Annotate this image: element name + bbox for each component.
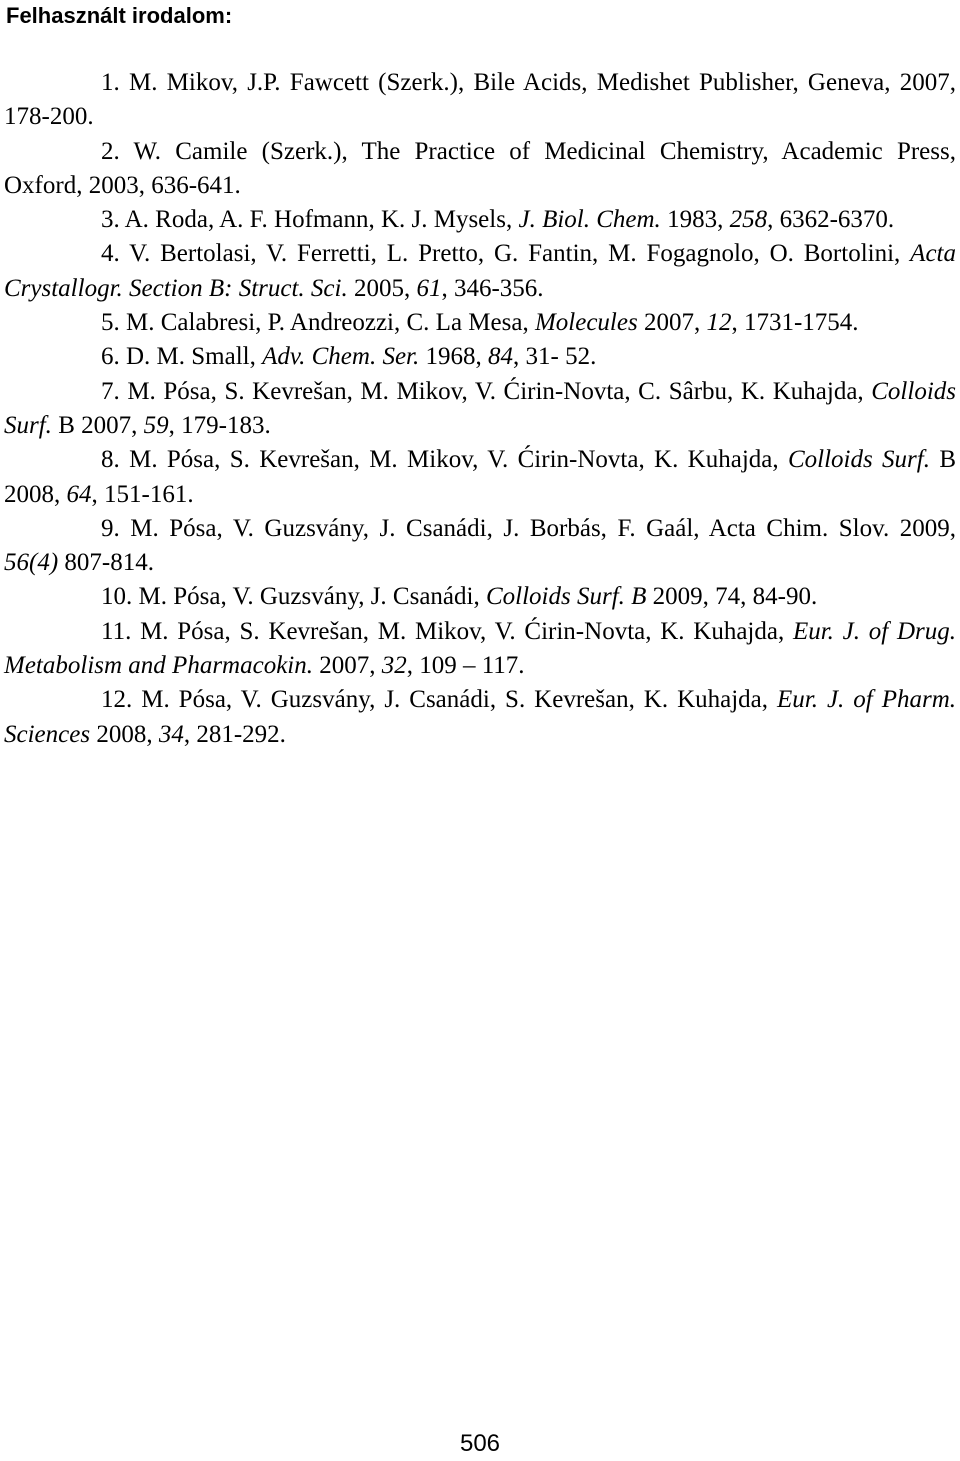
reference-italic-text: 32 bbox=[381, 652, 407, 680]
reference-item bbox=[4, 203, 956, 237]
reference-item bbox=[4, 340, 956, 374]
reference-text: , 31- 52. bbox=[513, 343, 597, 371]
reference-italic-text: 59 bbox=[143, 411, 169, 439]
reference-text: , 109 – 117. bbox=[406, 652, 525, 680]
reference-text: 12. M. Pósa, V. Guzsvány, J. Csanádi, S. Kevrešan, K. Kuhajda, bbox=[101, 686, 777, 714]
page-number: 506 bbox=[459, 1430, 501, 1457]
reference-italic-text: Acta Crystallogr. Section B: Struct. Sci. bbox=[4, 240, 956, 302]
reference-item bbox=[4, 683, 956, 752]
reference-text: 7. M. Pósa, S. Kevrešan, M. Mikov, V. Ćirin-Novta, C. Sârbu, K. Kuhajda, bbox=[101, 377, 872, 405]
reference-item bbox=[4, 237, 956, 306]
reference-text: 11. M. Pósa, S. Kevrešan, M. Mikov, V. Ćirin-Novta, K. Kuhajda, bbox=[101, 617, 793, 645]
reference-text: 2007, bbox=[637, 309, 707, 337]
reference-text: B 2008, bbox=[4, 446, 956, 508]
reference-italic-text: Colloids Surf. bbox=[787, 446, 930, 474]
reference-text: 1983, bbox=[660, 206, 730, 234]
reference-text: 1968, bbox=[419, 343, 489, 371]
reference-text: , 346-356. bbox=[441, 274, 544, 302]
reference-italic-text: Eur. J. of Drug. Metabolism and Pharmacokin. bbox=[4, 617, 956, 680]
reference-italic-text: Adv. Chem. Ser. bbox=[262, 343, 420, 371]
reference-item bbox=[4, 306, 956, 340]
reference-text: 2005, bbox=[347, 274, 417, 302]
reference-text: 1. M. Mikov, J.P. Fawcett (Szerk.), Bile Acids, Medishet Publisher, Geneva, 2007, 178-200. bbox=[4, 69, 956, 131]
reference-text: 10. M. Pósa, V. Guzsvány, J. Csanádi, bbox=[101, 583, 486, 611]
reference-text: 5. M. Calabresi, P. Andreozzi, C. La Mesa, bbox=[101, 309, 535, 337]
reference-text: 2. W. Camile (Szerk.), The Practice of Medicinal Chemistry, Academic Press, Oxford, 2003, 636-641. bbox=[4, 137, 956, 199]
reference-text: , 6362-6370. bbox=[767, 206, 895, 234]
reference-text: 807-814. bbox=[58, 549, 154, 577]
reference-italic-text: 56(4) bbox=[4, 549, 59, 577]
reference-text: , 179-183. bbox=[168, 411, 271, 439]
references-heading: Felhasznált irodalom: bbox=[6, 3, 233, 28]
reference-italic-text: Colloids Surf. B bbox=[485, 583, 647, 611]
reference-italic-text: 34 bbox=[158, 720, 184, 748]
reference-text: 4. V. Bertolasi, V. Ferretti, L. Pretto, G. Fantin, M. Fogagnolo, O. Bortolini, bbox=[101, 240, 911, 268]
reference-text: 2007, bbox=[312, 652, 382, 680]
reference-text: 2008, bbox=[90, 720, 159, 748]
reference-item bbox=[4, 135, 956, 204]
reference-item bbox=[4, 512, 956, 581]
reference-italic-text: Eur. J. of Pharm. Sciences bbox=[4, 686, 957, 748]
reference-text: , 1731-1754. bbox=[731, 309, 859, 337]
reference-text: 2009, 74, 84-90. bbox=[646, 583, 818, 611]
reference-item bbox=[4, 66, 956, 135]
reference-italic-text: Molecules bbox=[534, 309, 638, 337]
reference-text: , 151-161. bbox=[91, 480, 194, 508]
reference-text: , 281-292. bbox=[183, 720, 286, 748]
reference-italic-text: J. Biol. Chem. bbox=[518, 206, 661, 234]
reference-italic-text: 258 bbox=[729, 206, 768, 234]
reference-italic-text: 84 bbox=[488, 343, 514, 371]
reference-text: 9. M. Pósa, V. Guzsvány, J. Csanádi, J. Borbás, F. Gaál, Acta Chim. Slov. 2009, bbox=[101, 514, 956, 542]
reference-list bbox=[4, 66, 956, 752]
reference-text: 6. D. M. Small, bbox=[101, 343, 263, 371]
reference-text: B 2007, bbox=[51, 411, 144, 439]
reference-item bbox=[4, 580, 956, 614]
reference-italic-text: 61 bbox=[416, 274, 442, 302]
reference-item bbox=[4, 615, 956, 684]
reference-item bbox=[4, 375, 956, 444]
reference-text: 8. M. Pósa, S. Kevrešan, M. Mikov, V. Ćirin-Novta, K. Kuhajda, bbox=[101, 446, 788, 474]
reference-italic-text: 12 bbox=[706, 309, 732, 337]
reference-item bbox=[4, 443, 956, 512]
reference-text: 3. A. Roda, A. F. Hofmann, K. J. Mysels, bbox=[101, 206, 519, 234]
reference-italic-text: 64 bbox=[66, 480, 92, 508]
reference-italic-text: Colloids Surf. bbox=[4, 377, 956, 439]
